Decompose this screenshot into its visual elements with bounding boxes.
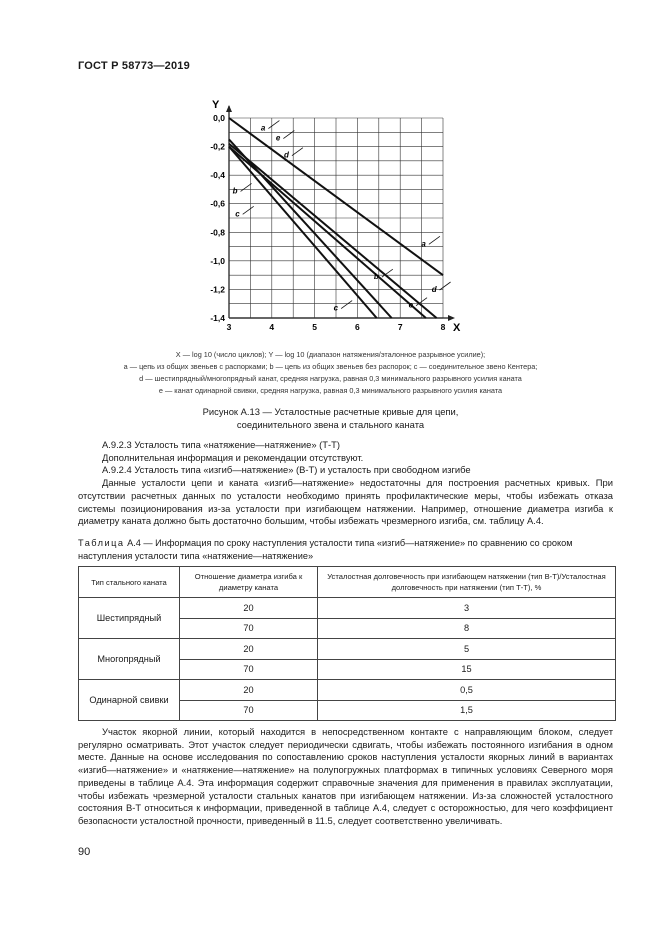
table-header-cell: Тип стального каната — [79, 567, 180, 598]
annotation-leader — [429, 236, 440, 244]
x-tick-label: 7 — [397, 322, 403, 332]
ratio-cell: 70 — [180, 659, 318, 680]
value-cell: 15 — [318, 659, 616, 680]
table-header-cell: Отношение диаметра изгиба к диаметру каната — [180, 567, 318, 598]
subsection-heading: А.9.2.3 Усталость типа «натяжение—натяжение» (Т-Т) — [102, 439, 340, 450]
legend-line: X — log 10 (число циклов); Y — log 10 (диапазон натяжения/эталонное разрывное усилие); — [175, 350, 486, 359]
y-tick-label: -1,2 — [210, 284, 225, 295]
legend-line: e — канат одинарной свивки, средняя нагрузка, равная 0,3 минимального разрывного усилия каната — [158, 386, 503, 395]
table-row — [79, 598, 616, 619]
annotation-leader — [292, 148, 303, 156]
chart-annotations — [233, 121, 451, 313]
paragraph: Участок якорной линии, который находится в непосредственном контакте с направляющим блоком, следует регулярно осматривать. Этот участок следует периодически сдвигать, чтобы избежать постоянного изгибания в одном месте. Данные на основе исследования по сопоставлению сроков наступления усталости якорных линий в вариантах «изгиб—натяжение» и «натяжение—натяжение» на полупогружных платформах в типичных условиях Северного моря приведены в таблице А.4. Эта информация содержит справочные значения для применения в правилах эксплуатации, чтобы избежать чрезмерной усталости стальных канатов при изгибающем натяжении. Из-за сложностей усталостного состояния В-Т относиться к информации, приведенной в таблице А.4, следует с осторожностью, для чего коэффициент безопасности усталостной прочности, приведенный в 11.5, следует соответственно увеличивать. — [78, 726, 613, 826]
series-line-b — [229, 139, 392, 318]
annotation-label: b — [373, 272, 379, 282]
ratio-cell: 20 — [180, 639, 318, 660]
x-tick-label: 5 — [312, 322, 317, 332]
legend-line: d — шестипрядный/многопрядный канат, средняя нагрузка, равная 0,3 минимального разрывного усилия каната — [139, 374, 522, 383]
annotation-label: c — [235, 209, 240, 219]
rope-type-cell: Шестипрядный — [79, 598, 180, 639]
x-tick-label: 3 — [226, 322, 232, 332]
fatigue-chart — [195, 96, 465, 336]
annotation-label: d — [431, 285, 437, 294]
table-caption-text: А.4 — Информация по сроку наступления усталости типа «изгиб—натяжение» по сравнению со сроком наступления усталости типа «натяжение—натяжение» — [78, 538, 573, 561]
chart-grid — [226, 105, 455, 321]
ratio-cell: 70 — [180, 700, 318, 721]
legend-line: a — цепь из общих звеньев с распорками; b — цепь из общих звеньев без распорок; c — соединительное звено Кентера; — [123, 362, 538, 371]
y-axis-label: Y — [212, 99, 220, 111]
x-tick-label: 4 — [269, 322, 275, 332]
x-axis-arrow — [448, 315, 455, 321]
value-cell: 3 — [318, 598, 616, 619]
value-cell: 1,5 — [318, 700, 616, 721]
table-row — [79, 680, 616, 701]
fatigue-table — [78, 566, 616, 721]
annotation-leader — [341, 301, 352, 309]
y-axis-arrow — [226, 105, 232, 112]
document-header: ГОСТ Р 58773—2019 — [78, 60, 190, 72]
table-caption — [78, 537, 613, 562]
y-tick-label: -1,4 — [210, 313, 225, 323]
x-axis-label: X — [453, 322, 461, 334]
figure-caption-line: соединительного звена и стального каната — [236, 419, 425, 430]
page-number: 90 — [78, 846, 91, 858]
value-cell: 8 — [318, 618, 616, 639]
y-tick-label: -0,2 — [210, 141, 225, 152]
table-row — [79, 639, 616, 660]
ratio-cell: 20 — [180, 680, 318, 701]
ratio-cell: 20 — [180, 598, 318, 619]
x-tick-label: 6 — [355, 322, 360, 332]
rope-type-cell: Многопрядный — [79, 639, 180, 680]
x-tick-label: 8 — [440, 322, 446, 332]
series-line-e — [229, 144, 437, 318]
figure-caption-line: Рисунок А.13 — Усталостные расчетные кривые для цепи, — [202, 406, 459, 417]
annotation-label: b — [232, 186, 238, 196]
annotation-leader — [283, 131, 294, 139]
paragraph: Дополнительная информация и рекомендации отсутствуют. — [102, 451, 364, 463]
closing-section — [78, 726, 613, 828]
annotation-label: e — [408, 300, 414, 310]
annotation-label: a — [260, 123, 266, 133]
figure-caption — [70, 405, 591, 431]
y-tick-label: -0,6 — [210, 198, 225, 209]
annotation-leader — [243, 206, 254, 214]
paragraph: Данные усталости цепи и каната «изгиб—натяжение» недостаточны для построения расчетных кривых. При отсутствии расчетных данных по усталости необходимо принять профилактические меры, чтобы избежать отказа системы позиционирования из-за усталости при изгибающем натяжении. Например, отношение диаметра изгиба к диаметру каната должно быть достаточно большим, чтобы избежать чрезмерного изгиба, см. таблицу А.4. — [78, 477, 613, 527]
y-tick-label: 0,0 — [213, 113, 225, 123]
subsection-heading: А.9.2.4 Усталость типа «изгиб—натяжение» (В-Т) и усталость при свободном изгибе — [102, 464, 471, 476]
annotation-leader — [241, 183, 252, 191]
annotation-leader — [440, 282, 451, 290]
annotation-leader — [268, 121, 279, 129]
y-tick-label: -0,8 — [210, 227, 225, 238]
table-caption-label: Таблица — [78, 538, 125, 548]
value-cell: 5 — [318, 639, 616, 660]
section-text — [78, 439, 613, 528]
table-header-row — [79, 567, 616, 598]
y-tick-label: -1,0 — [210, 255, 225, 266]
annotation-label: a — [421, 239, 426, 249]
rope-type-cell: Одинарной свивки — [79, 680, 180, 721]
annotation-label: c — [333, 303, 339, 313]
figure-legend — [70, 349, 591, 397]
ratio-cell: 70 — [180, 618, 318, 639]
table-header-cell: Усталостная долговечность при изгибающем натяжении (тип В-Т)/Усталостная долговечность при натяжении (тип Т-Т), % — [318, 567, 616, 598]
annotation-label: e — [275, 133, 281, 143]
y-tick-label: -0,4 — [210, 170, 225, 181]
chart-ticks — [210, 113, 445, 332]
annotation-label: d — [284, 150, 289, 160]
value-cell: 0,5 — [318, 680, 616, 701]
